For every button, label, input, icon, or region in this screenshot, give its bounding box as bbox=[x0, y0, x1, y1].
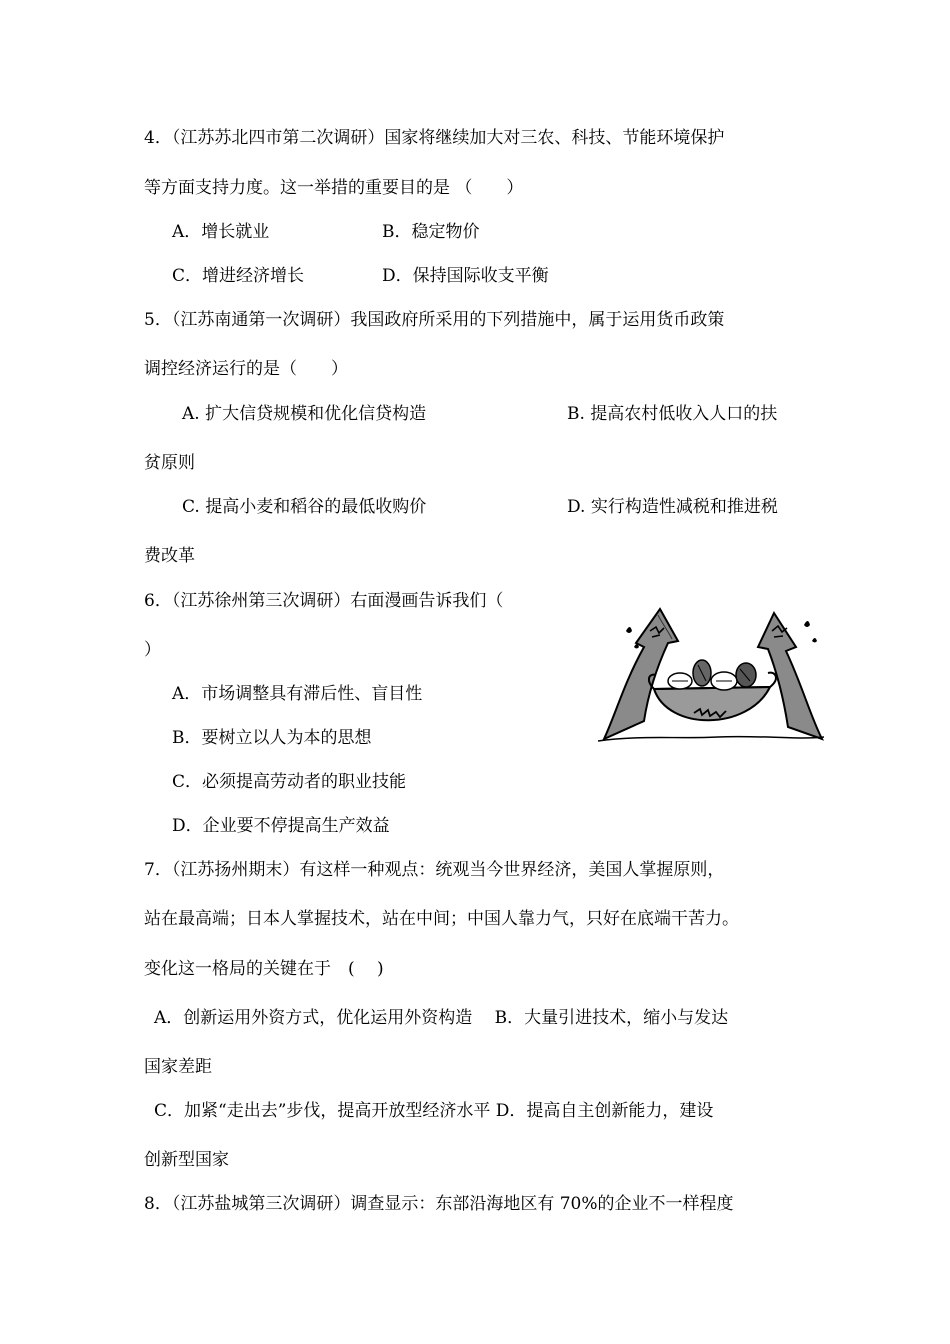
cartoon-illustration bbox=[598, 603, 824, 743]
q6-option-a: A．市场调整具有滞后性、盲目性 bbox=[172, 684, 423, 704]
q7-stem-line3: 变化这一格局的关键在于 ( ) bbox=[144, 959, 384, 979]
q7-options-c-d: C．加紧“走出去”步伐，提高开放型经济水平 D．提高自主创新能力，建设 bbox=[154, 1101, 714, 1121]
q6-option-b: B．要树立以人为本的思想 bbox=[172, 728, 372, 748]
q7-options-a-b: A．创新运用外资方式，优化运用外资构造 B．大量引进技术，缩小与发达 bbox=[154, 1008, 729, 1028]
q6-option-d: D．企业要不停提高生产效益 bbox=[172, 816, 390, 836]
q5-option-a: A. 扩大信贷规模和优化信贷构造 bbox=[182, 404, 427, 424]
q4-stem-line1: 4．（江苏苏北四市第二次调研）国家将继续加大对三农、科技、节能环境保护 bbox=[144, 128, 725, 148]
q4-option-b: B．稳定物价 bbox=[382, 222, 480, 242]
q7-option-d-continued: 创新型国家 bbox=[144, 1150, 229, 1170]
q5-option-b: B. 提高农村低收入人口的扶 bbox=[567, 404, 778, 424]
q7-stem-line2: 站在最高端；日本人掌握技术，站在中间；中国人靠力气，只好在底端干苦力。 bbox=[144, 909, 739, 929]
q7-stem-line1: 7．（江苏扬州期末）有这样一种观点：统观当今世界经济，美国人掌握原则， bbox=[144, 860, 725, 880]
q5-stem-line1: 5．（江苏南通第一次调研）我国政府所采用的下列措施中，属于运用货币政策 bbox=[144, 310, 725, 330]
q5-stem-line2: 调控经济运行的是（ ） bbox=[144, 359, 348, 379]
q5-option-b-continued: 贫原则 bbox=[144, 453, 195, 473]
q7-option-b-continued: 国家差距 bbox=[144, 1057, 212, 1077]
q4-option-a: A．增长就业 bbox=[172, 222, 270, 242]
q6-stem-line1: 6．（江苏徐州第三次调研）右面漫画告诉我们（ bbox=[144, 591, 504, 611]
q8-stem-line1: 8．（江苏盐城第三次调研）调查显示：东部沿海地区有 70%的企业不一样程度 bbox=[144, 1194, 734, 1214]
q5-option-d-continued: 费改革 bbox=[144, 546, 195, 566]
q6-stem-line2: ） bbox=[144, 640, 161, 660]
q4-stem-line2: 等方面支持力度。这一举措的重要目的是 （ ） bbox=[144, 178, 524, 198]
q4-option-d: D．保持国际收支平衡 bbox=[382, 266, 549, 286]
q5-option-d: D. 实行构造性减税和推进税 bbox=[567, 497, 778, 517]
q5-option-c: C. 提高小麦和稻谷的最低收购价 bbox=[182, 497, 427, 517]
q6-option-c: C．必须提高劳动者的职业技能 bbox=[172, 772, 407, 792]
q4-option-c: C．增进经济增长 bbox=[172, 266, 305, 286]
